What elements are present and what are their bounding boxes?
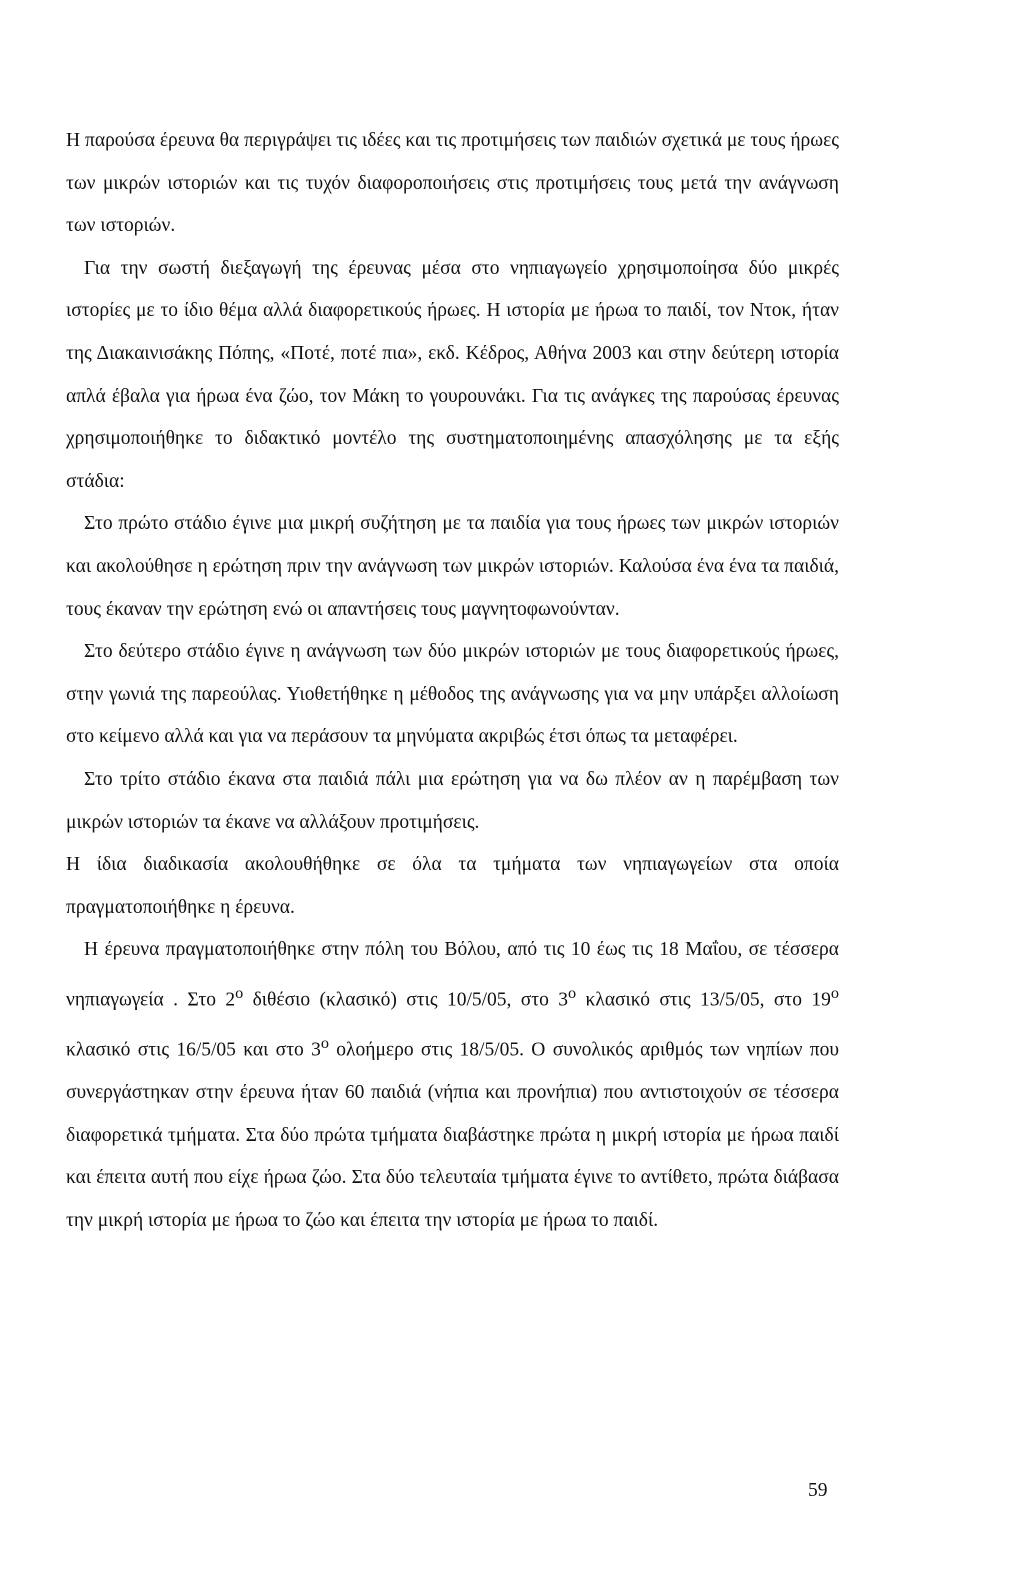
paragraph-same-procedure: Η ίδια διαδικασία ακολουθήθηκε σε όλα τα τμήματα των νηπιαγωγείων στα οποία πραγματοποιήθηκε η έρευνα. [66,854,839,918]
paragraph-intro: Η παρούσα έρευνα θα περιγράψει τις ιδέες και τις προτιμήσεις των παιδιών σχετικά με τους ήρωες των μικρών ιστοριών και τις τυχόν διαφοροποιήσεις στις προτιμήσεις τους μετά την ανάγνωση των ιστοριών. [66,130,839,237]
paragraph-research-details [66,929,839,1242]
research-text-part: κλασικό στις 13/5/05, στο 19 [576,989,831,1011]
paragraph-stage-two: Στο δεύτερο στάδιο έγινε η ανάγνωση των δύο μικρών ιστοριών με τους διαφορετικούς ήρωες, στην γωνιά της παρεούλας. Υιοθετήθηκε η μέθοδος της ανάγνωσης για να μην υπάρξει αλλοίωση στο κείμενο αλλά και για να περάσουν τα μηνύματα ακριβώς έτσι όπως τα μεταφέρει. [66,641,839,748]
ordinal-superscript: ο [235,983,244,1002]
ordinal-superscript: ο [320,1033,329,1052]
research-text-part: διθέσιο (κλασικό) στις 10/5/05, στο 3 [243,989,569,1011]
paragraph-stage-one: Στο πρώτο στάδιο έγινε μια μικρή συζήτηση με τα παιδία για τους ήρωες των μικρών ιστοριών και ακολούθησε η ερώτηση πριν την ανάγνωση των μικρών ιστοριών. Καλούσα ένα ένα τα παιδιά, τους έκαναν την ερώτηση ενώ οι απαντήσεις τους μαγνητοφωνούνταν. [66,513,839,620]
paragraph-stage-three: Στο τρίτο στάδιο έκανα στα παιδιά πάλι μια ερώτηση για να δω πλέον αν η παρέμβαση των μικρών ιστοριών τα έκανε να αλλάξουν προτιμήσεις. [66,768,839,833]
paragraph-method: Για την σωστή διεξαγωγή της έρευνας μέσα στο νηπιαγωγείο χρησιμοποίησα δύο μικρές ιστορίες με το ίδιο θέμα αλλά διαφορετικούς ήρωες. Η ιστορία με ήρωα το παιδί, τον Ντοκ, ήταν της Διακαινισάκης Πόπης, «Ποτέ, ποτέ πια», εκδ. Κέδρος, Αθήνα 2003 και στην δεύτερη ιστορία απλά έβαλα για ήρωα ένα ζώο, τον Μάκη το γουρουνάκι. Για τις ανάγκες της παρούσας έρευνας χρησιμοποιήθηκε το διδακτικό μοντέλο της συστηματοποιημένης απασχόλησης με τα εξής στάδια: [66,257,839,492]
research-text-part: κλασικό στις 16/5/05 και στο 3 [66,1039,321,1061]
research-text-part: ολοήμερο στις 18/5/05. Ο συνολικός αριθμός των νηπίων που συνεργάστηκαν στην έρευνα ήταν 60 παιδιά (νήπια και προνήπια) που αντιστοιχούν σε τέσσερα διαφορετικά τμήματα. Στα δύο πρώτα τμήματα διαβάστηκε πρώτα η μικρή ιστορία με ήρωα παιδί και έπειτα αυτή που είχε ήρωα ζώο. Στα δύο τελευταία τμήματα έγινε το αντίθετο, πρώτα διάβασα την μικρή ιστορία με ήρωα το ζώο και έπειτα την ιστορία με ήρωα το παιδί. [66,1039,839,1231]
ordinal-superscript: ο [568,983,577,1002]
body-text [66,120,839,1242]
page-number: 59 [808,1480,828,1501]
research-text-part: Η έρευνα πραγματοποιήθηκε στην πόλη του Βόλου, από τις 10 έως τις 18 Μαΐου, σε τέσσερα νηπιαγωγεία . Στο 2 [66,939,839,1011]
ordinal-superscript: ο [830,983,839,1002]
